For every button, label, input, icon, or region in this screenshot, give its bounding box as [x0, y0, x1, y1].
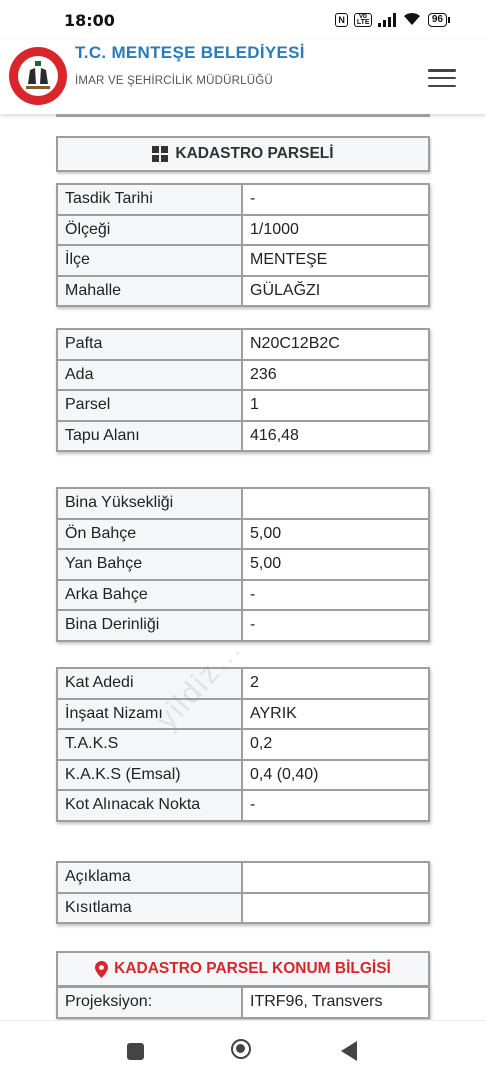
- municipality-logo[interactable]: [8, 46, 68, 106]
- row-value: N20C12B2C: [242, 329, 429, 360]
- table-row: [57, 790, 429, 821]
- table-row: [57, 893, 429, 924]
- section-title-text: KADASTRO PARSELİ: [175, 145, 334, 162]
- row-value: -: [242, 610, 429, 641]
- parcel-detail-table: [56, 328, 430, 452]
- row-value: 1: [242, 390, 429, 421]
- table-row: [57, 184, 429, 215]
- location-table: [56, 986, 430, 1019]
- section-title-konum: [56, 951, 430, 987]
- table-row: [57, 360, 429, 391]
- row-label: Mahalle: [57, 276, 242, 307]
- zoning-table: [56, 667, 430, 822]
- table-row: [57, 245, 429, 276]
- row-label: Bina Derinliği: [57, 610, 242, 641]
- table-row: [57, 488, 429, 519]
- row-value: [242, 488, 429, 519]
- row-label: Açıklama: [57, 862, 242, 893]
- table-row: [57, 862, 429, 893]
- section-title-kadastro: [56, 136, 430, 172]
- table-row: [57, 519, 429, 550]
- table-row: [57, 987, 429, 1018]
- volte-icon: Vo LTE: [354, 13, 372, 27]
- row-value: ITRF96, Transvers: [242, 987, 429, 1018]
- map-pin-icon: [95, 961, 108, 978]
- menu-bar-icon: [428, 85, 456, 88]
- row-value: [242, 862, 429, 893]
- notes-table: [56, 861, 430, 924]
- row-value: MENTEŞE: [242, 245, 429, 276]
- row-value: 5,00: [242, 549, 429, 580]
- row-label: Kat Adedi: [57, 668, 242, 699]
- row-value: -: [242, 184, 429, 215]
- table-row: [57, 329, 429, 360]
- row-label: İlçe: [57, 245, 242, 276]
- table-row: [57, 580, 429, 611]
- menu-bar-icon: [428, 69, 456, 72]
- row-label: K.A.K.S (Emsal): [57, 760, 242, 791]
- row-label: Arka Bahçe: [57, 580, 242, 611]
- parcel-info-table: [56, 183, 430, 307]
- row-value: 0,2: [242, 729, 429, 760]
- main-content[interactable]: [0, 114, 486, 1020]
- building-setback-table: [56, 487, 430, 642]
- table-row: [57, 610, 429, 641]
- row-value: AYRIK: [242, 699, 429, 730]
- row-value: 416,48: [242, 421, 429, 452]
- signal-icon: [378, 13, 396, 27]
- row-label: Tasdik Tarihi: [57, 184, 242, 215]
- recents-button[interactable]: [127, 1043, 144, 1060]
- row-value: 236: [242, 360, 429, 391]
- row-label: İnşaat Nizamı: [57, 699, 242, 730]
- table-row: [57, 729, 429, 760]
- nfc-icon: N: [335, 13, 348, 27]
- system-nav-bar: [0, 1020, 486, 1081]
- table-row: [57, 549, 429, 580]
- row-value: 0,4 (0,40): [242, 760, 429, 791]
- row-value: 2: [242, 668, 429, 699]
- back-button[interactable]: [341, 1041, 357, 1061]
- row-label: Projeksiyon:: [57, 987, 242, 1018]
- row-label: Ada: [57, 360, 242, 391]
- grid-icon: [152, 146, 168, 162]
- row-label: Yan Bahçe: [57, 549, 242, 580]
- hamburger-menu-button[interactable]: [428, 69, 456, 87]
- row-value: GÜLAĞZI: [242, 276, 429, 307]
- row-label: Tapu Alanı: [57, 421, 242, 452]
- table-row: [57, 390, 429, 421]
- status-icons: [335, 12, 450, 29]
- org-subtitle: İMAR VE ŞEHİRCİLİK MÜDÜRLÜĞÜ: [75, 75, 273, 87]
- row-label: Pafta: [57, 329, 242, 360]
- org-name[interactable]: T.C. MENTEŞE BELEDİYESİ: [75, 43, 305, 62]
- section-title-text: KADASTRO PARSEL KONUM BİLGİSİ: [114, 960, 391, 977]
- row-label: Bina Yüksekliği: [57, 488, 242, 519]
- table-row: [57, 668, 429, 699]
- status-bar: [0, 0, 486, 40]
- menu-bar-icon: [428, 77, 456, 80]
- site-header: [0, 40, 486, 114]
- table-row: [57, 760, 429, 791]
- divider: [56, 114, 430, 117]
- row-value: 1/1000: [242, 215, 429, 246]
- home-button[interactable]: [231, 1039, 251, 1059]
- row-value: -: [242, 580, 429, 611]
- row-label: T.A.K.S: [57, 729, 242, 760]
- row-label: Kısıtlama: [57, 893, 242, 924]
- battery-icon: [428, 13, 450, 27]
- row-value: -: [242, 790, 429, 821]
- table-row: [57, 699, 429, 730]
- table-row: [57, 276, 429, 307]
- status-time: 18:00: [64, 10, 115, 30]
- row-label: Ölçeği: [57, 215, 242, 246]
- row-value: 5,00: [242, 519, 429, 550]
- wifi-icon: [402, 12, 422, 29]
- table-row: [57, 215, 429, 246]
- battery-level: 96: [428, 13, 447, 27]
- row-label: Kot Alınacak Nokta: [57, 790, 242, 821]
- row-label: Ön Bahçe: [57, 519, 242, 550]
- row-value: [242, 893, 429, 924]
- table-row: [57, 421, 429, 452]
- row-label: Parsel: [57, 390, 242, 421]
